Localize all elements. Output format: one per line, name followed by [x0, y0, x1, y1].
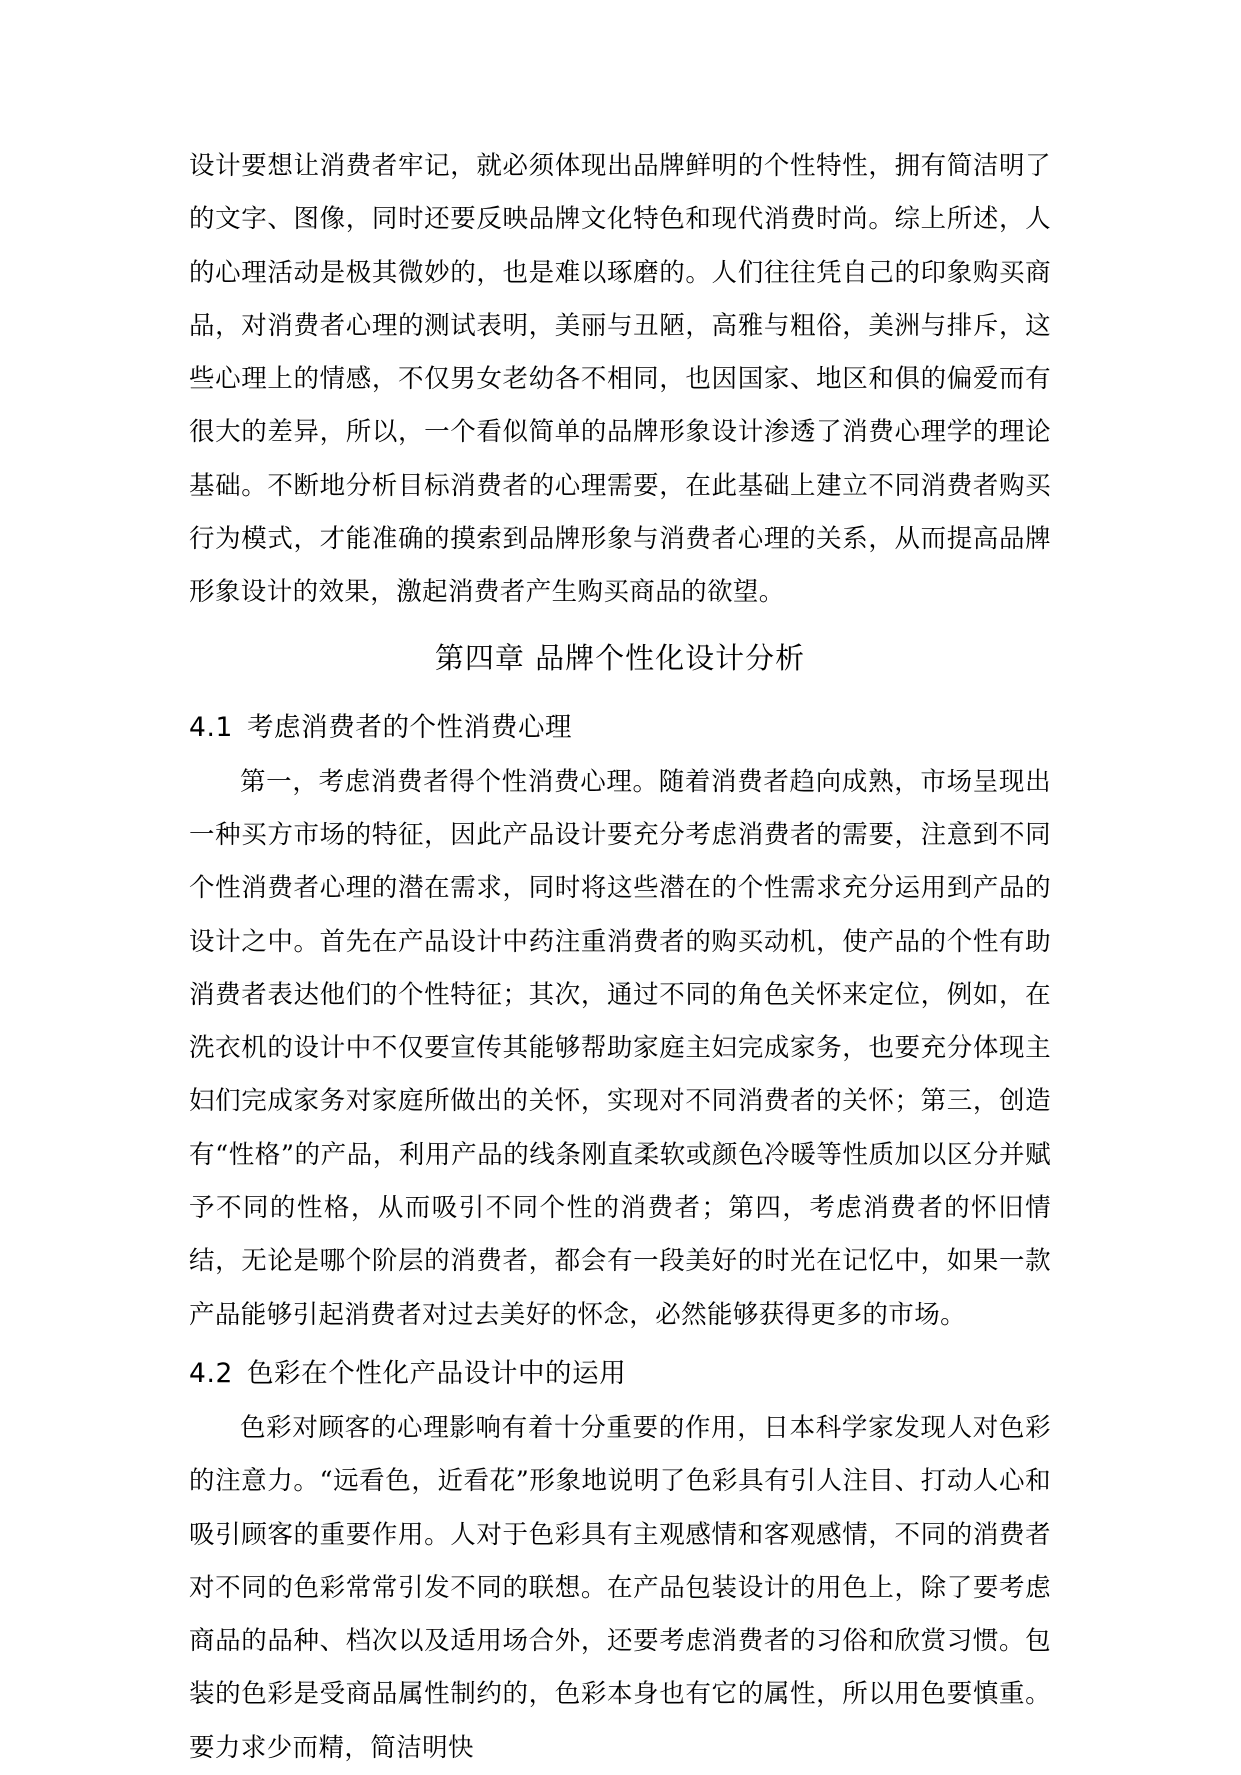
chapter-title: 第四章 品牌个性化设计分析: [434, 640, 806, 675]
section-title-text: 色彩在个性化产品设计中的运用: [246, 1357, 627, 1389]
section-number: 4.1: [189, 711, 233, 743]
section-title-text: 考虑消费者的个性消费心理: [246, 711, 573, 743]
section-number: 4.2: [189, 1357, 233, 1389]
section-4-2-paragraph: 色彩对顾客的心理影响有着十分重要的作用，日本科学家发现人对色彩的注意力。“远看色，近看花”形象地说明了色彩具有引人注目、打动人心和吸引顾客的重要作用。人对于色彩具有主观感情和客观感情，不同的消费者对不同的色彩常常引发不同的联想。在产品包装设计的用色上，除了要考虑商品的品种、档次以及适用场合外，还要考虑消费者的习俗和欣赏习惯。包装的色彩是受商品属性制约的，色彩本身也有它的属性，所以用色要慎重。要力求少而精，简洁明快: [189, 1412, 1051, 1763]
section-4-1-paragraph: 第一，考虑消费者得个性消费心理。随着消费者趋向成熟，市场呈现出一种买方市场的特征，因此产品设计要充分考虑消费者的需要，注意到不同个性消费者心理的潜在需求，同时将这些潜在的个性需求充分运用到产品的设计之中。首先在产品设计中药注重消费者的购买动机，使产品的个性有助消费者表达他们的个性特征；其次，通过不同的角色关怀来定位，例如，在洗衣机的设计中不仅要宣传其能够帮助家庭主妇完成家务，也要充分体现主妇们完成家务对家庭所做出的关怀，实现对不同消费者的关怀；第三，创造有“性格”的产品，利用产品的线条刚直柔软或颜色冷暖等性质加以区分并赋予不同的性格，从而吸引不同个性的消费者；第四，考虑消费者的怀旧情结，无论是哪个阶层的消费者，都会有一段美好的时光在记忆中，如果一款产品能够引起消费者对过去美好的怀念，必然能够获得更多的市场。: [189, 766, 1051, 1330]
section-heading-4-1: [189, 702, 1051, 754]
document-page: [189, 140, 1051, 1775]
section-heading-4-2: [189, 1348, 1051, 1400]
intro-paragraph: 设计要想让消费者牢记，就必须体现出品牌鲜明的个性特性，拥有简洁明了的文字、图像，同时还要反映品牌文化特色和现代消费时尚。综上所述，人的心理活动是极其微妙的，也是难以琢磨的。人们往往凭自己的印象购买商品，对消费者心理的测试表明，美丽与丑陋，高雅与粗俗，美洲与排斥，这些心理上的情感，不仅男女老幼各不相同，也因国家、地区和俱的偏爱而有很大的差异，所以，一个看似简单的品牌形象设计渗透了消费心理学的理论基础。不断地分析目标消费者的心理需要，在此基础上建立不同消费者购买行为模式，才能准确的摸索到品牌形象与消费者心理的关系，从而提高品牌形象设计的效果，激起消费者产生购买商品的欲望。: [189, 151, 1051, 608]
